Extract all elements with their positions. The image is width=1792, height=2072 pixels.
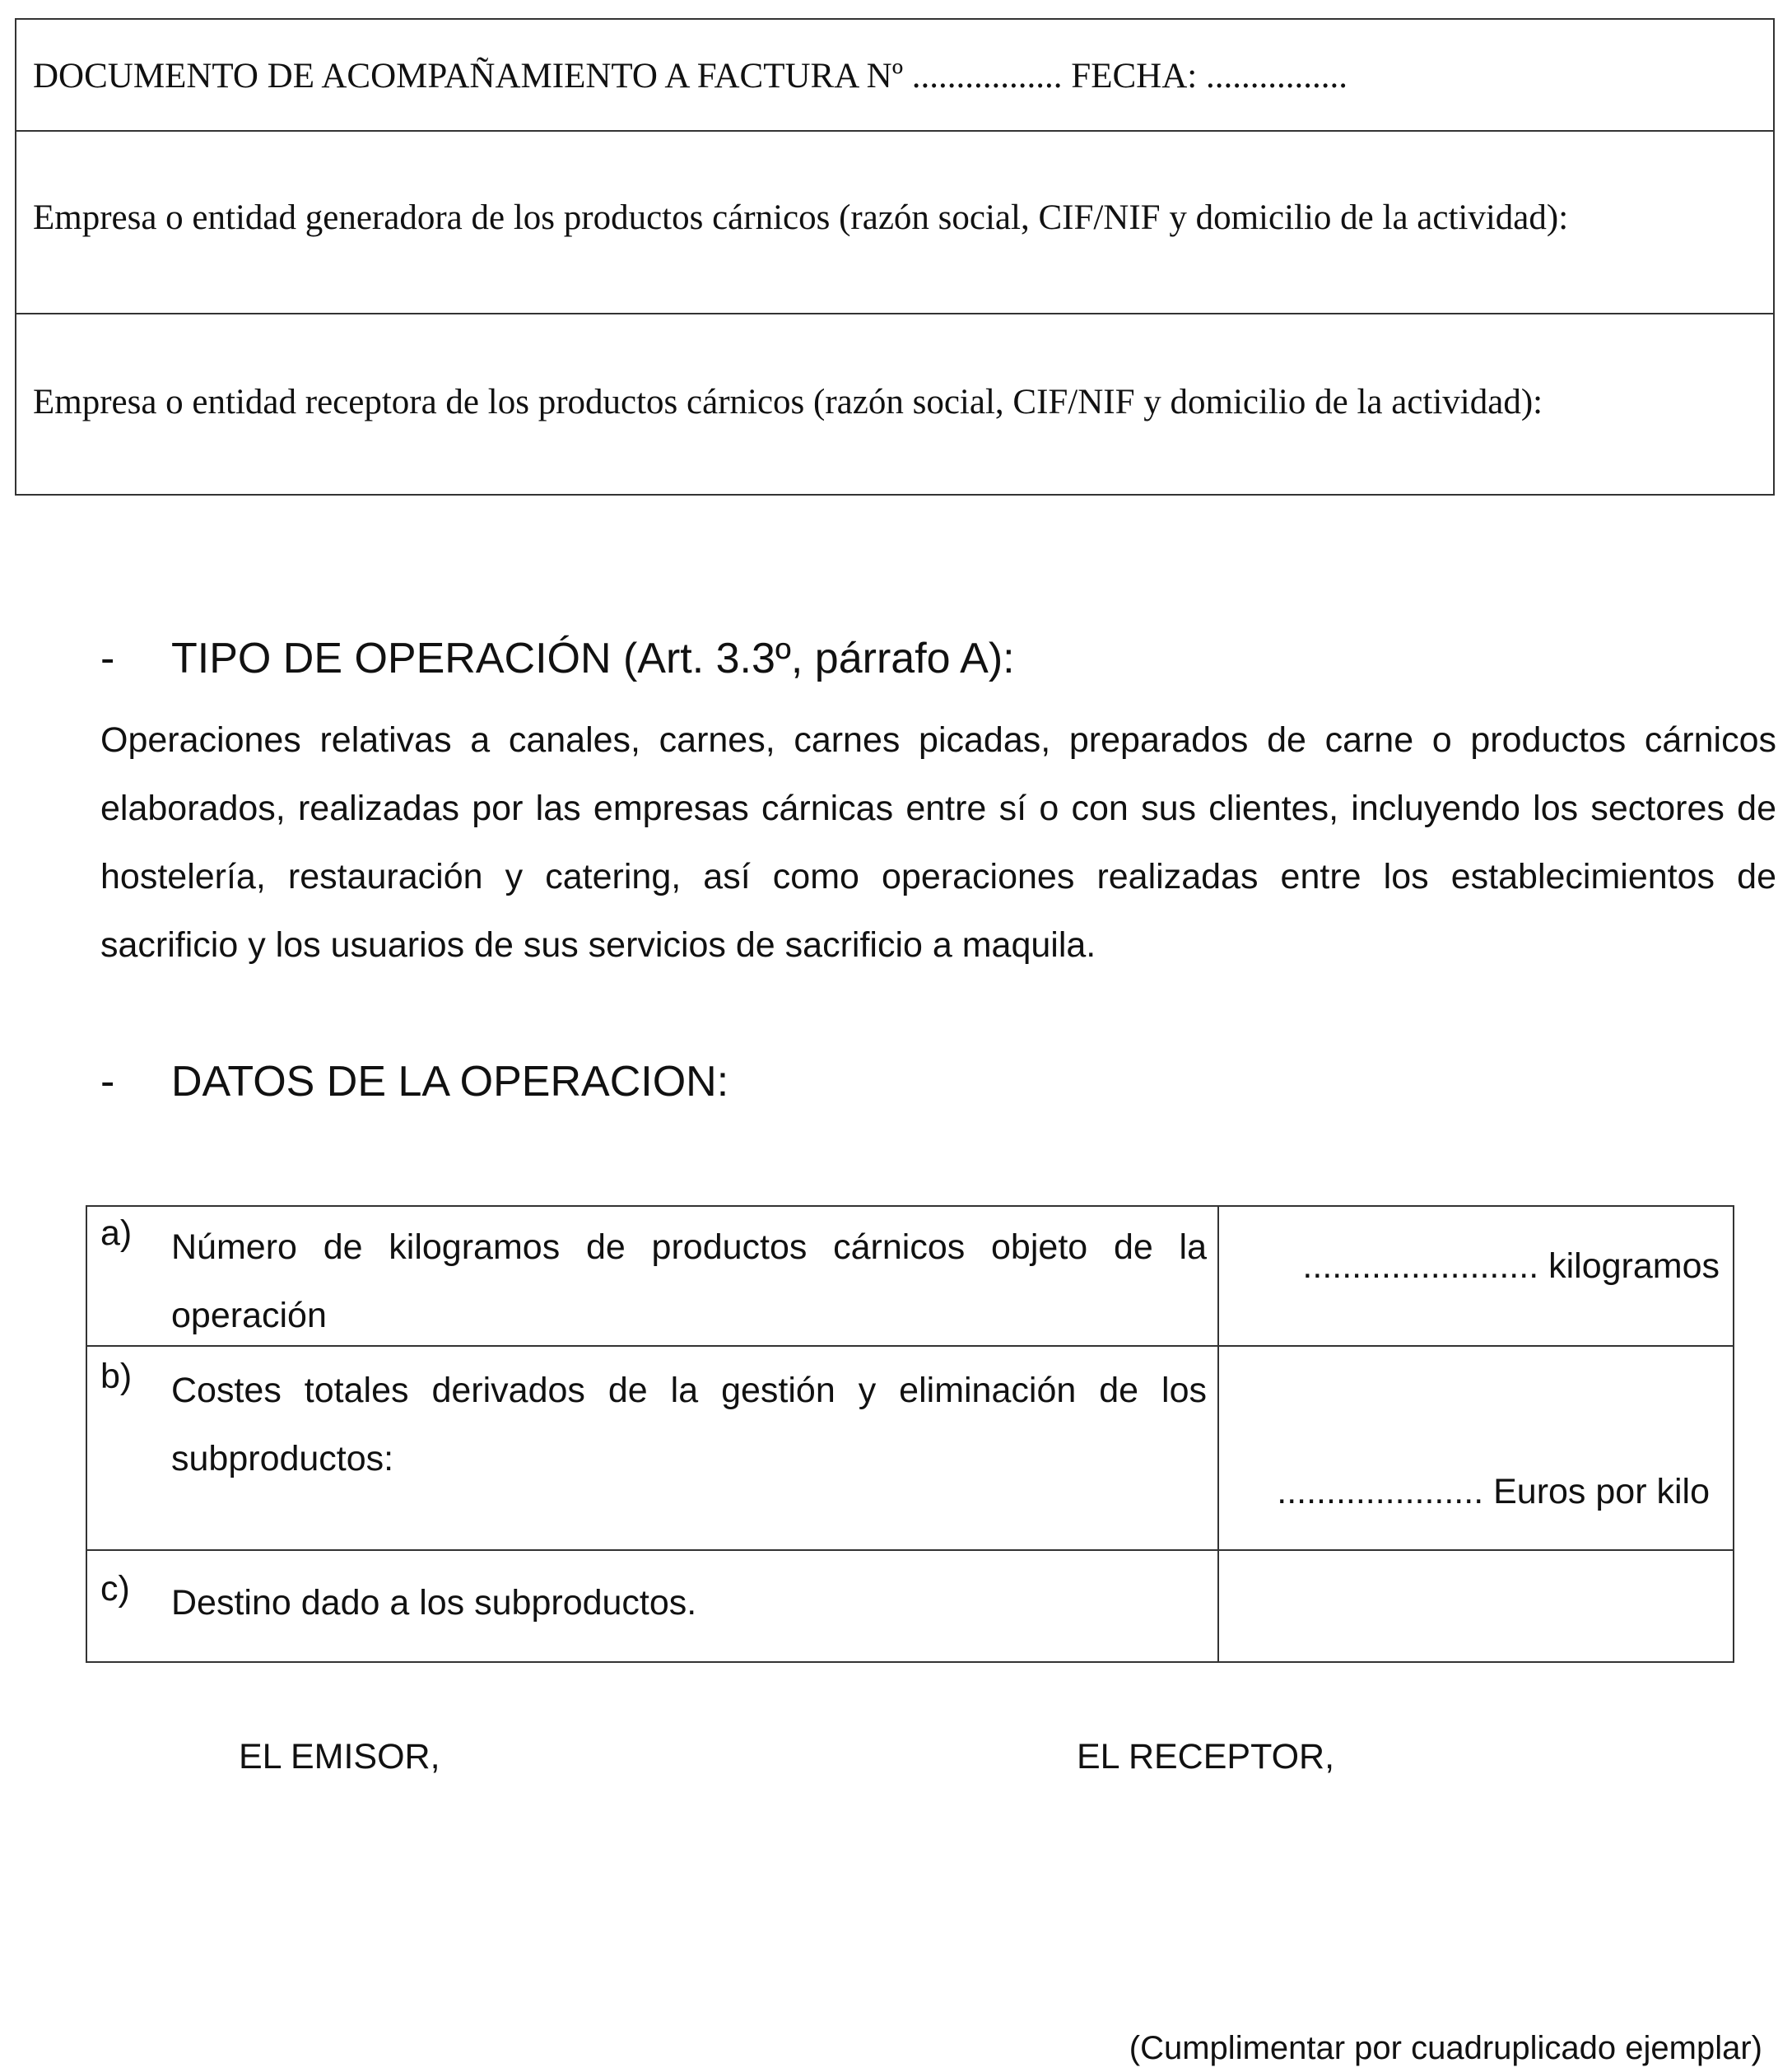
generator-company-row[interactable] (16, 132, 1773, 314)
generator-company-label: Empresa o entidad generadora de los productos cárnicos (razón social, CIF/NIF y domicilio de la actividad): (33, 198, 1569, 237)
issuer-signature-label: EL EMISOR, (239, 1737, 440, 1776)
operation-data-title: DATOS DE LA OPERACION: (171, 1058, 729, 1106)
table-row (87, 1347, 1733, 1551)
cost-per-kilo-field[interactable]: ..................... Euros por kilo (1277, 1472, 1710, 1511)
list-dash: - (100, 635, 115, 682)
table-row (87, 1207, 1733, 1347)
receiver-signature-label: EL RECEPTOR, (1077, 1737, 1335, 1776)
row-letter: b) (100, 1357, 133, 1396)
invoice-number-row (16, 20, 1773, 132)
row-description: Destino dado a los subproductos. (171, 1583, 697, 1623)
receiver-company-row[interactable] (16, 314, 1773, 496)
invoice-header-box (15, 18, 1775, 496)
receiver-company-label: Empresa o entidad receptora de los productos cárnicos (razón social, CIF/NIF y domicilio de la actividad): (33, 383, 1543, 421)
kilograms-field[interactable]: ........................ kilogramos (1302, 1246, 1720, 1286)
operation-type-title: TIPO DE OPERACIÓN (Art. 3.3º, párrafo A): (171, 635, 1015, 682)
table-row (87, 1551, 1733, 1663)
table-column-divider (1217, 1207, 1219, 1661)
row-description: Costes totales derivados de la gestión y eliminación de los subproductos: (171, 1371, 1207, 1478)
row-letter: a) (100, 1213, 133, 1253)
row-letter: c) (100, 1569, 130, 1609)
list-dash: - (100, 1058, 115, 1106)
row-description: Número de kilogramos de productos cárnicos objeto de la operación (171, 1227, 1207, 1335)
operation-data-table (86, 1205, 1734, 1663)
operation-type-description: Operaciones relativas a canales, carnes, carnes picadas, preparados de carne o productos cárnicos elaborados, realizadas por las empresas cárnicas entre sí o con sus clientes, incluyendo los sectores de hostelería, restauración y catering, así como operaciones realizadas entre los establecimientos de sacrificio y los usuarios de sus servicios de sacrificio a maquila. (100, 720, 1776, 965)
invoice-number-date-line: DOCUMENTO DE ACOMPAÑAMIENTO A FACTURA Nº ................. FECHA: ................ (33, 57, 1347, 95)
copies-footnote: (Cumplimentar por cuadruplicado ejemplar) (1129, 2030, 1762, 2066)
